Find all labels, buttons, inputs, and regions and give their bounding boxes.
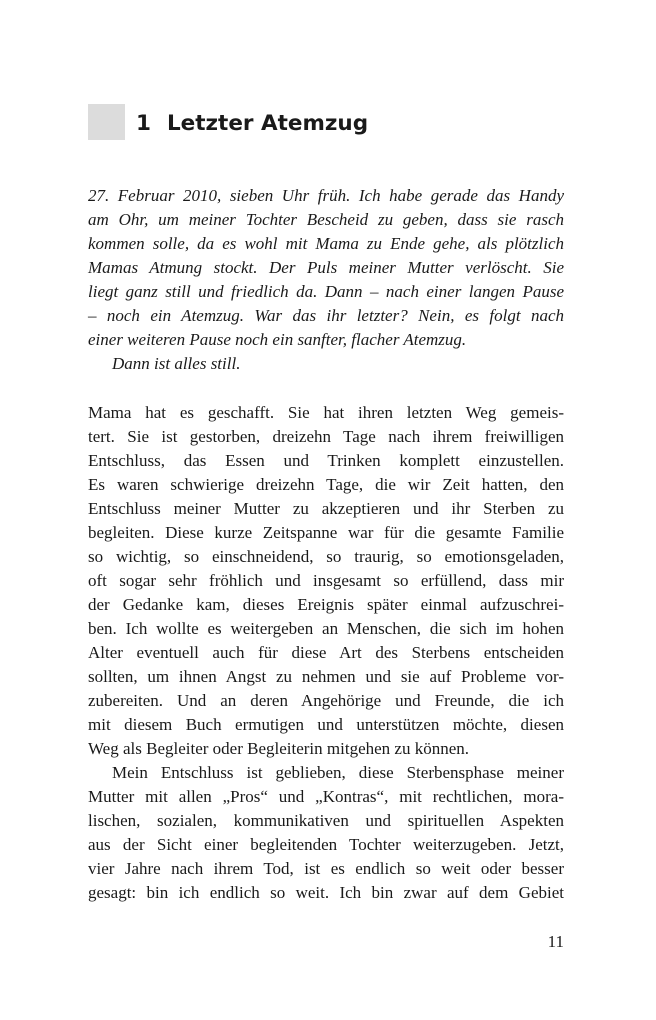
body-line: aus der Sicht einer begleitenden Tochter weiterzugeben. Jetzt, [88,835,564,854]
body-line: lischen, sozialen, kommunikativen und spirituellen Aspekten [88,811,564,830]
body-line: ben. Ich wollte es weitergeben an Menschen, die sich im hohen [88,619,564,638]
body-line: so wichtig, so einschneidend, so traurig, so emotionsgeladen, [88,547,564,566]
intro-line: am Ohr, um meiner Tochter Bescheid zu geben, dass sie rasch [88,210,564,229]
body-line: Alter eventuell auch für diese Art des Sterbens entscheiden [88,643,564,662]
body-line: tert. Sie ist gestorben, dreizehn Tage nach ihrem freiwilligen [88,427,564,446]
intro-line: kommen solle, da es wohl mit Mama zu Ende gehe, als plötzlich [88,234,564,253]
body-line: zubereiten. Und an deren Angehörige und Freunde, die ich [88,691,564,710]
intro-line: – noch ein Atemzug. War das ihr letzter? Nein, es folgt nach [88,306,564,325]
body-line: Mama hat es geschafft. Sie hat ihren letzten Weg gemeis- [88,403,564,422]
page-number: 11 [547,932,564,951]
body-line: Mutter mit allen „Pros“ und „Kontras“, mit rechtlichen, mora- [88,787,564,806]
body-line: sollten, um ihnen Angst zu nehmen und sie auf Probleme vor- [88,667,564,686]
body-line: gesagt: bin ich endlich so weit. Ich bin zwar auf dem Gebiet [88,883,564,902]
body-line: mit diesem Buch ermutigen und unterstützen möchte, diesen [88,715,564,734]
body-line: begleiten. Diese kurze Zeitspanne war für die gesamte Familie [88,523,564,542]
intro-line: einer weiteren Pause noch ein sanfter, flacher Atemzug. [88,330,467,349]
body-line: oft sogar sehr fröhlich und insgesamt so erfüllend, dass mir [88,571,564,590]
intro-line: Dann ist alles still. [112,354,241,373]
chapter-marker-box [88,104,125,140]
chapter-heading [136,110,368,138]
intro-line: 27. Februar 2010, sieben Uhr früh. Ich habe gerade das Handy [88,186,564,205]
body-line: vier Jahre nach ihrem Tod, ist es endlich so weit oder besser [88,859,564,878]
body-line: Weg als Begleiter oder Begleiterin mitgehen zu können. [88,739,470,758]
body-line: der Gedanke kam, dieses Ereignis später einmal aufzuschrei- [88,595,564,614]
chapter-title: Letzter Atemzug [166,111,369,136]
intro-line: Mamas Atmung stockt. Der Puls meiner Mutter verlöscht. Sie [88,258,564,277]
body-line: Entschluss meiner Mutter zu akzeptieren und ihr Sterben zu [88,499,564,518]
body-line: Es waren schwierige dreizehn Tage, die wir Zeit hatten, den [88,475,564,494]
intro-line: liegt ganz still und friedlich da. Dann – nach einer langen Pause [88,282,564,301]
body-line: Entschluss, das Essen und Trinken komplett einzustellen. [88,451,564,470]
chapter-number: 1 [136,111,151,136]
body-line: Mein Entschluss ist geblieben, diese Sterbensphase meiner [112,763,564,782]
